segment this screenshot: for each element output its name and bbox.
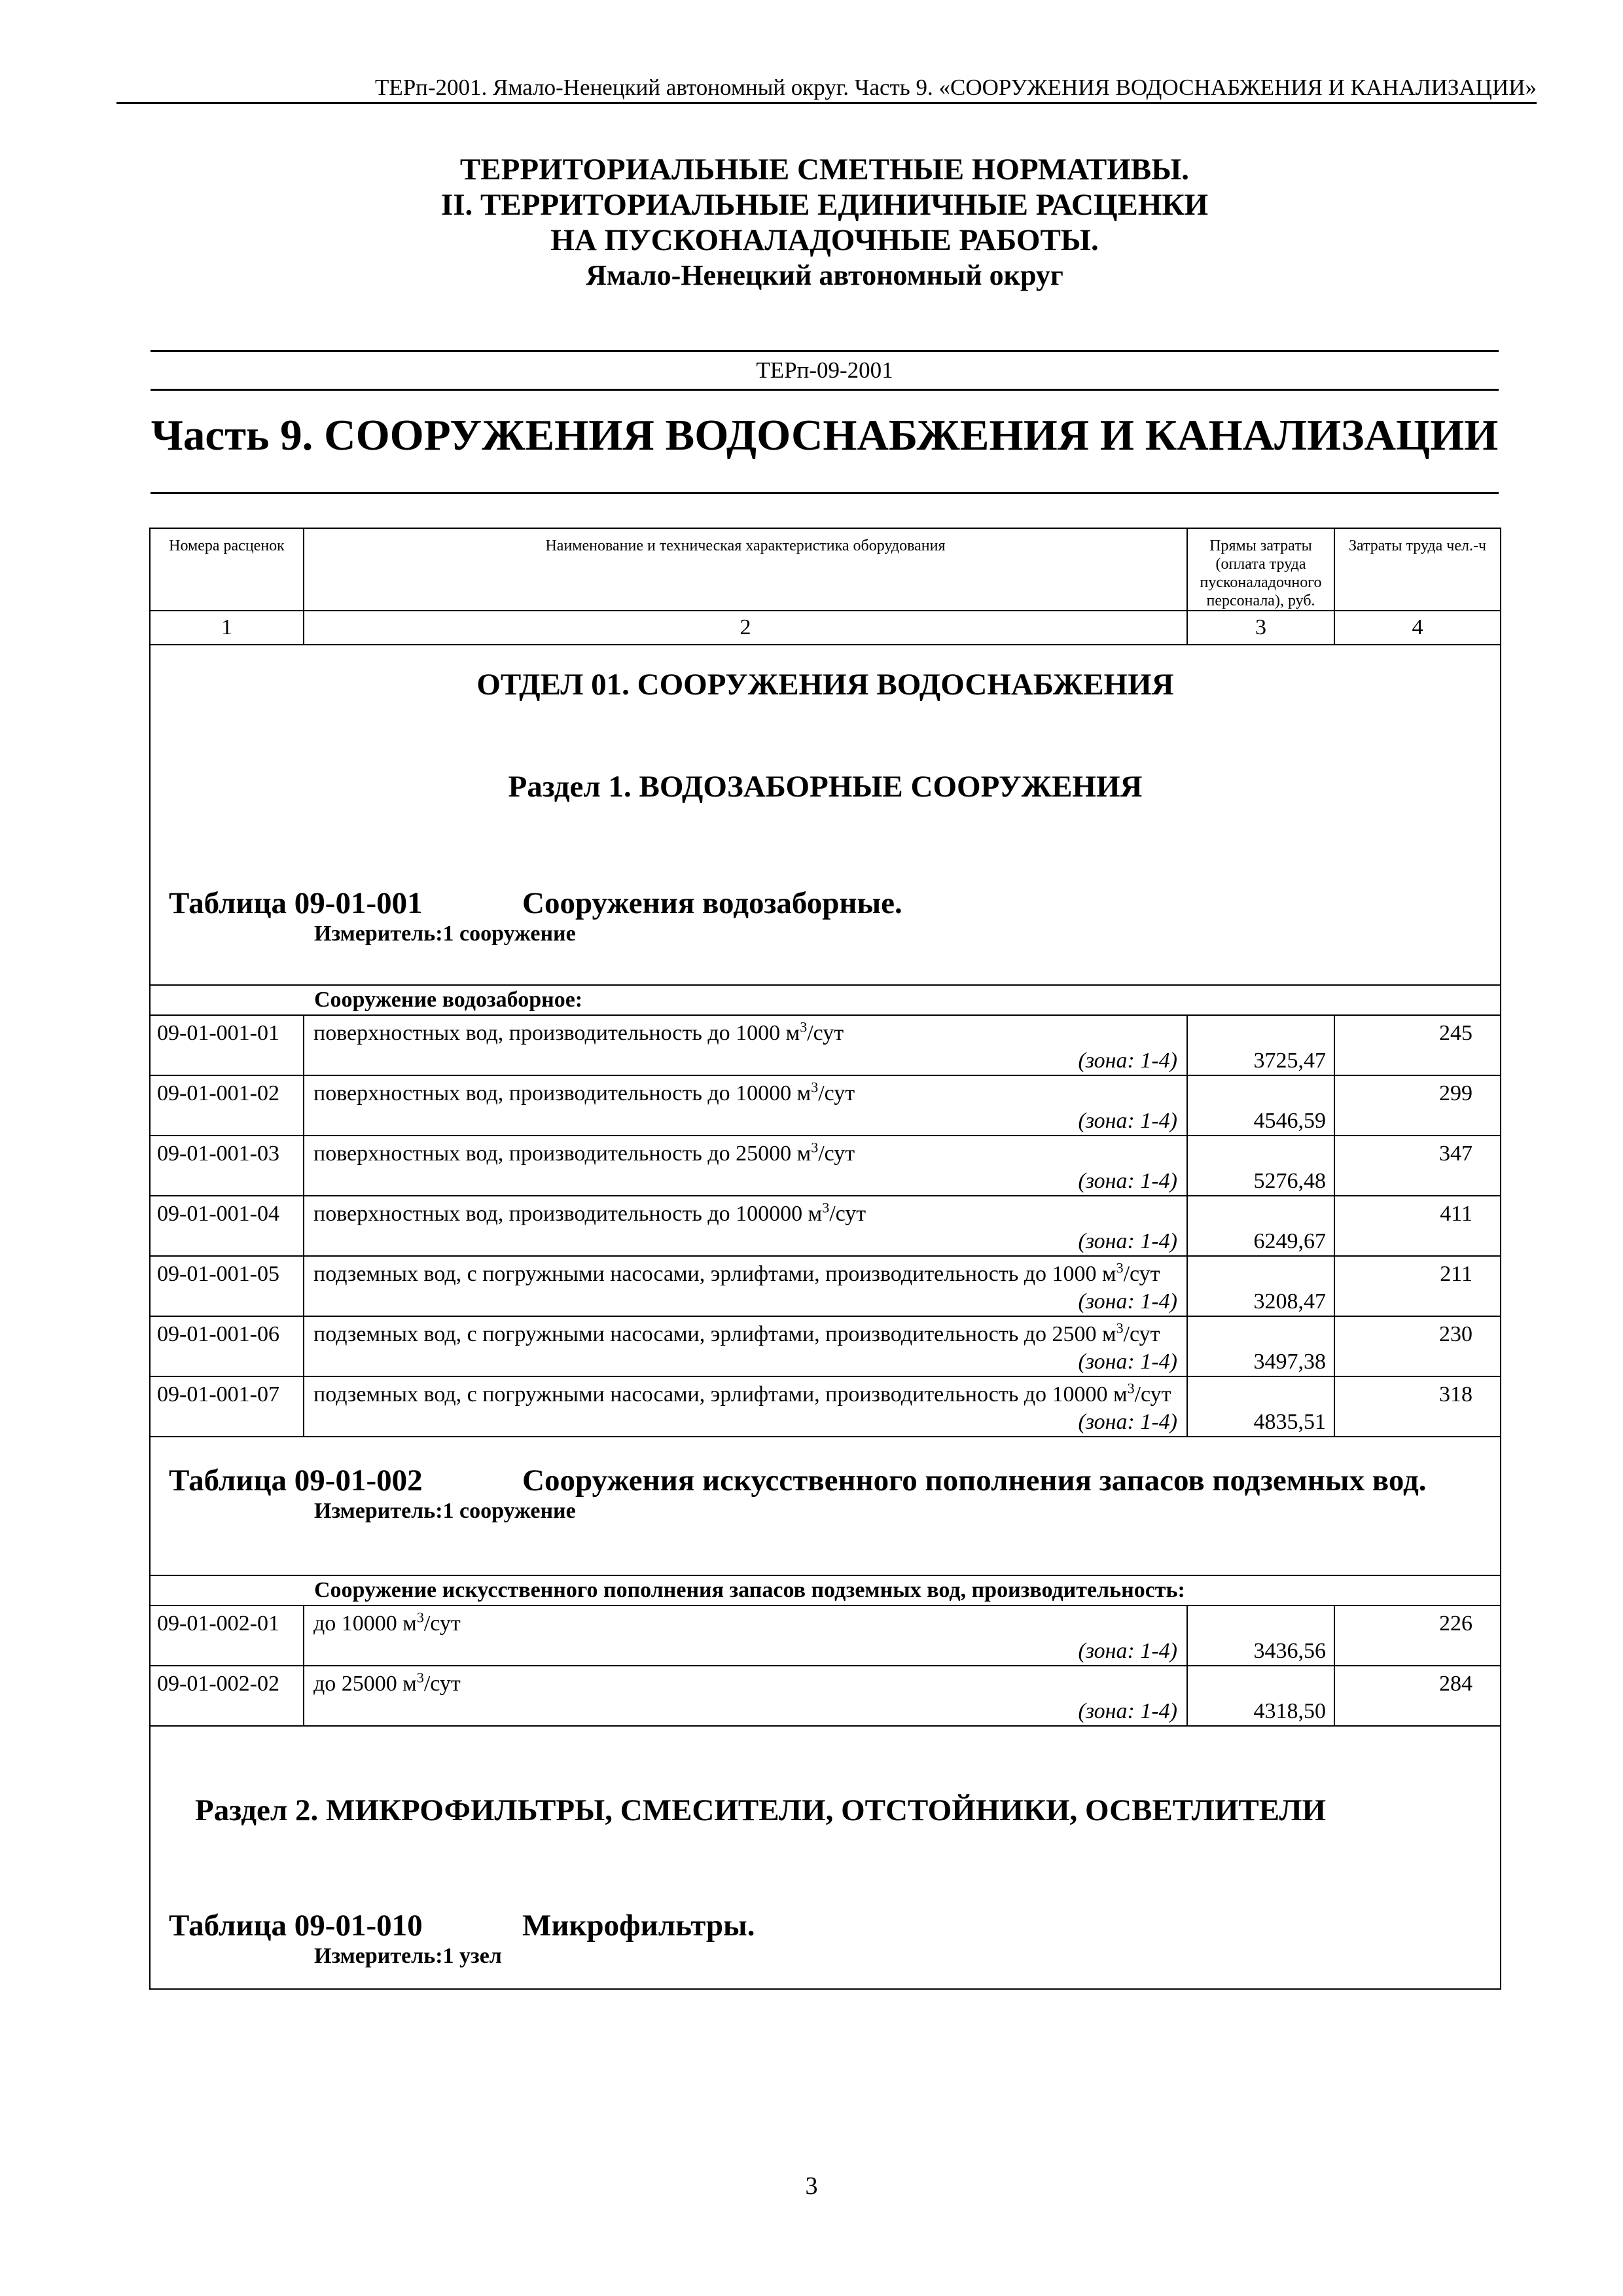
rate-unit: /сут xyxy=(829,1202,866,1226)
rate-unit: /сут xyxy=(818,1081,855,1105)
rate-desc-text: до 25000 м xyxy=(313,1672,417,1696)
rate-desc-text: поверхностных вод, производительность до 25000 м xyxy=(313,1141,812,1166)
rate-desc-text: до 10000 м xyxy=(313,1611,417,1636)
rate-code: 09-01-001-06 xyxy=(150,1316,304,1376)
rate-desc-text: поверхностных вод, производительность до 10000 м xyxy=(313,1081,812,1105)
column-number-3: 3 xyxy=(1187,611,1334,645)
table-001-heading xyxy=(151,886,1500,920)
rate-description xyxy=(304,1605,1187,1666)
column-number-row xyxy=(150,611,1501,645)
zone-label: (зона: 1-4) xyxy=(1078,1289,1177,1314)
direct-cost: 5276,48 xyxy=(1187,1136,1334,1196)
rate-code: 09-01-001-02 xyxy=(150,1075,304,1136)
superscript-3: 3 xyxy=(416,1669,424,1686)
rate-unit: /сут xyxy=(807,1021,844,1045)
rate-unit: /сут xyxy=(1134,1382,1171,1407)
rate-code: 09-01-001-04 xyxy=(150,1196,304,1256)
superscript-3: 3 xyxy=(811,1139,819,1156)
labor-cost: 211 xyxy=(1334,1256,1501,1316)
department-heading: ОТДЕЛ 01. СООРУЖЕНИЯ ВОДОСНАБЖЕНИЯ xyxy=(476,668,1174,702)
zone-label: (зона: 1-4) xyxy=(1078,1699,1177,1723)
table-002-code: Таблица 09-01-002 xyxy=(169,1463,423,1498)
table-001-code: Таблица 09-01-001 xyxy=(169,886,423,920)
table-002-group: Сооружение искусственного пополнения запасов подземных вод, производительность: xyxy=(150,1575,1501,1605)
direct-cost: 3436,56 xyxy=(1187,1605,1334,1666)
page-number: 3 xyxy=(805,2172,818,2200)
section-2-row xyxy=(150,1726,1501,1989)
section-header-row xyxy=(150,645,1501,985)
rates-table xyxy=(149,528,1501,1990)
rate-unit: /сут xyxy=(1123,1322,1160,1346)
zone-label: (зона: 1-4) xyxy=(1078,1049,1177,1073)
rate-unit: /сут xyxy=(818,1141,855,1166)
table-002-rows xyxy=(150,1605,1501,1726)
table-row xyxy=(150,1316,1501,1376)
table-row xyxy=(150,1256,1501,1316)
column-number-2: 2 xyxy=(304,611,1187,645)
direct-cost: 3725,47 xyxy=(1187,1015,1334,1075)
table-row xyxy=(150,1015,1501,1075)
title-line-3: НА ПУСКОНАЛАДОЧНЫЕ РАБОТЫ. xyxy=(550,223,1099,257)
table-010-code: Таблица 09-01-010 xyxy=(169,1909,423,1943)
zone-label: (зона: 1-4) xyxy=(1078,1410,1177,1434)
part-heading: Часть 9. СООРУЖЕНИЯ ВОДОСНАБЖЕНИЯ И КАНАЛИЗАЦИИ xyxy=(151,411,1499,459)
document-title xyxy=(151,152,1499,293)
direct-cost: 3208,47 xyxy=(1187,1256,1334,1316)
column-header-labor: Затраты труда чел.-ч xyxy=(1334,528,1501,611)
rate-description xyxy=(304,1376,1187,1437)
table-row xyxy=(150,1136,1501,1196)
table-002-header-row xyxy=(150,1437,1501,1575)
rate-unit: /сут xyxy=(1123,1262,1160,1286)
zone-label: (зона: 1-4) xyxy=(1078,1109,1177,1133)
zone-label: (зона: 1-4) xyxy=(1078,1350,1177,1374)
labor-cost: 245 xyxy=(1334,1015,1501,1075)
table-001-name: Сооружения водозаборные. xyxy=(522,886,902,920)
zone-label: (зона: 1-4) xyxy=(1078,1169,1177,1193)
table-002-heading xyxy=(151,1463,1500,1498)
table-001-group: Сооружение водозаборное: xyxy=(150,985,1501,1015)
rate-description xyxy=(304,1256,1187,1316)
rate-code: 09-01-001-03 xyxy=(150,1136,304,1196)
table-row xyxy=(150,1075,1501,1136)
labor-cost: 318 xyxy=(1334,1376,1501,1437)
table-010-heading xyxy=(151,1909,1500,1943)
document-code: ТЕРп-09-2001 xyxy=(151,350,1499,391)
rate-description xyxy=(304,1316,1187,1376)
part-divider xyxy=(151,492,1499,494)
rate-desc-text: подземных вод, с погружными насосами, эрлифтами, производительность до 10000 м xyxy=(313,1382,1128,1407)
superscript-3: 3 xyxy=(822,1199,830,1216)
rate-desc-text: подземных вод, с погружными насосами, эрлифтами, производительность до 1000 м xyxy=(313,1262,1116,1286)
labor-cost: 411 xyxy=(1334,1196,1501,1256)
superscript-3: 3 xyxy=(1116,1259,1124,1276)
table-001-measure: Измеритель:1 сооружение xyxy=(314,922,576,946)
rate-desc-text: подземных вод, с погружными насосами, эрлифтами, производительность до 2500 м xyxy=(313,1322,1116,1346)
table-010-name: Микрофильтры. xyxy=(522,1909,755,1943)
table-002-measure: Измеритель:1 сооружение xyxy=(314,1499,576,1523)
rate-description xyxy=(304,1075,1187,1136)
labor-cost: 230 xyxy=(1334,1316,1501,1376)
zone-label: (зона: 1-4) xyxy=(1078,1229,1177,1253)
labor-cost: 299 xyxy=(1334,1075,1501,1136)
rate-code: 09-01-001-01 xyxy=(150,1015,304,1075)
table-002-group-row xyxy=(150,1575,1501,1605)
table-row xyxy=(150,1376,1501,1437)
running-header: ТЕРп-2001. Ямало-Ненецкий автономный округ. Часть 9. «СООРУЖЕНИЯ ВОДОСНАБЖЕНИЯ И КАНАЛИЗАЦИИ» xyxy=(116,73,1537,104)
table-001-rows xyxy=(150,1015,1501,1437)
superscript-3: 3 xyxy=(416,1609,424,1626)
rate-code: 09-01-001-07 xyxy=(150,1376,304,1437)
table-010-measure: Измеритель:1 узел xyxy=(314,1944,502,1968)
rate-desc-text: поверхностных вод, производительность до 100000 м xyxy=(313,1202,823,1226)
direct-cost: 6249,67 xyxy=(1187,1196,1334,1256)
section-1-heading: Раздел 1. ВОДОЗАБОРНЫЕ СООРУЖЕНИЯ xyxy=(508,770,1143,804)
superscript-3: 3 xyxy=(1127,1380,1135,1397)
superscript-3: 3 xyxy=(811,1079,819,1096)
rate-description xyxy=(304,1136,1187,1196)
direct-cost: 3497,38 xyxy=(1187,1316,1334,1376)
rate-unit: /сут xyxy=(423,1611,461,1636)
zone-label: (зона: 1-4) xyxy=(1078,1639,1177,1663)
rate-code: 09-01-002-01 xyxy=(150,1605,304,1666)
table-001-group-row xyxy=(150,985,1501,1015)
table-row xyxy=(150,1605,1501,1666)
rate-description xyxy=(304,1666,1187,1726)
column-header-codes: Номера расценок xyxy=(150,528,304,611)
title-line-2: II. ТЕРРИТОРИАЛЬНЫЕ ЕДИНИЧНЫЕ РАСЦЕНКИ xyxy=(440,188,1209,222)
column-number-4: 4 xyxy=(1334,611,1501,645)
column-number-1: 1 xyxy=(150,611,304,645)
column-header-name: Наименование и техническая характеристика оборудования xyxy=(304,528,1187,611)
rate-desc-text: поверхностных вод, производительность до 1000 м xyxy=(313,1021,800,1045)
rate-code: 09-01-002-02 xyxy=(150,1666,304,1726)
table-row xyxy=(150,1196,1501,1256)
column-header-row xyxy=(150,528,1501,611)
rate-description xyxy=(304,1015,1187,1075)
superscript-3: 3 xyxy=(1116,1319,1124,1336)
rate-code: 09-01-001-05 xyxy=(150,1256,304,1316)
rate-description xyxy=(304,1196,1187,1256)
labor-cost: 284 xyxy=(1334,1666,1501,1726)
rate-unit: /сут xyxy=(423,1672,461,1696)
title-line-1: ТЕРРИТОРИАЛЬНЫЕ СМЕТНЫЕ НОРМАТИВЫ. xyxy=(459,152,1190,187)
direct-cost: 4546,59 xyxy=(1187,1075,1334,1136)
direct-cost: 4318,50 xyxy=(1187,1666,1334,1726)
table-row xyxy=(150,1666,1501,1726)
labor-cost: 347 xyxy=(1334,1136,1501,1196)
title-line-4: Ямало-Ненецкий автономный округ xyxy=(586,259,1063,291)
column-header-direct-costs: Прямы затраты (оплата труда пусконаладочного персонала), руб. xyxy=(1187,528,1334,611)
direct-cost: 4835,51 xyxy=(1187,1376,1334,1437)
superscript-3: 3 xyxy=(800,1018,808,1035)
section-2-heading: Раздел 2. МИКРОФИЛЬТРЫ, СМЕСИТЕЛИ, ОТСТОЙНИКИ, ОСВЕТЛИТЕЛИ xyxy=(195,1793,1327,1827)
table-002-name: Сооружения искусственного пополнения запасов подземных вод. xyxy=(522,1463,1427,1498)
labor-cost: 226 xyxy=(1334,1605,1501,1666)
